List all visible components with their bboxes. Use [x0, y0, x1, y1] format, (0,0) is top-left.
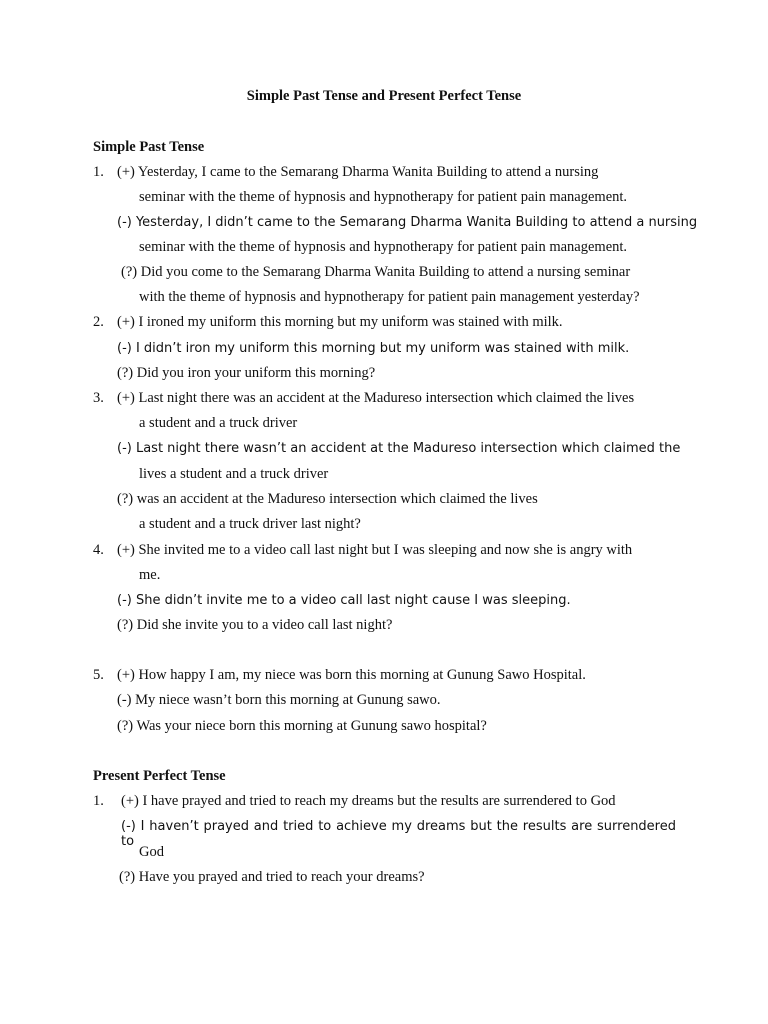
sentence-continuation: with the theme of hypnosis and hypnotherapy for patient pain management yesterday?: [139, 289, 640, 305]
sentence-question: (?) Was your niece born this morning at Gunung sawo hospital?: [117, 718, 487, 734]
sentence-negative: (-) I didn’t iron my uniform this morning but my uniform was stained with milk.: [117, 341, 630, 356]
sentence-negative: (-) Yesterday, I didn’t came to the Semarang Dharma Wanita Building to attend a nursing: [117, 215, 698, 230]
item-number: 5.: [93, 667, 104, 683]
sentence-positive: (+) She invited me to a video call last night but I was sleeping and now she is angry with: [117, 542, 633, 558]
sentence-negative: (-) My niece wasn’t born this morning at Gunung sawo.: [117, 692, 441, 708]
item-number: 3.: [93, 390, 104, 406]
sentence-question: (?) was an accident at the Madureso intersection which claimed the lives: [117, 491, 538, 507]
item-number: 1.: [93, 793, 104, 809]
sentence-question: (?) Did she invite you to a video call last night?: [117, 617, 393, 633]
sentence-negative: (-) Last night there wasn’t an accident at the Madureso intersection which claimed the: [117, 441, 681, 456]
sentence-question: (?) Did you iron your uniform this morning?: [117, 365, 376, 381]
sentence-continuation: seminar with the theme of hypnosis and hypnotherapy for patient pain management.: [139, 189, 628, 205]
item-number: 2.: [93, 314, 104, 330]
section-heading-present-perfect: Present Perfect Tense: [93, 768, 226, 784]
item-number: 1.: [93, 164, 104, 180]
sentence-positive: (+) Last night there was an accident at the Madureso intersection which claimed the lives: [117, 390, 635, 406]
sentence-negative: (-) She didn’t invite me to a video call last night cause I was sleeping.: [117, 593, 571, 608]
sentence-positive: (+) I ironed my uniform this morning but my uniform was stained with milk.: [117, 314, 563, 330]
item-number: 4.: [93, 542, 104, 558]
section-heading-simple-past: Simple Past Tense: [93, 139, 205, 155]
sentence-continuation: a student and a truck driver last night?: [139, 516, 361, 532]
sentence-positive: (+) I have prayed and tried to reach my dreams but the results are surrendered to God: [121, 793, 616, 809]
sentence-question: (?) Did you come to the Semarang Dharma Wanita Building to attend a nursing seminar: [121, 264, 631, 280]
sentence-positive: (+) How happy I am, my niece was born this morning at Gunung Sawo Hospital.: [117, 667, 586, 683]
sentence-continuation: me.: [139, 567, 161, 583]
sentence-positive: (+) Yesterday, I came to the Semarang Dharma Wanita Building to attend a nursing: [117, 164, 599, 180]
sentence-continuation: lives a student and a truck driver: [139, 466, 329, 482]
sentence-continuation: seminar with the theme of hypnosis and hypnotherapy for patient pain management.: [139, 239, 628, 255]
page-title: Simple Past Tense and Present Perfect Tense: [246, 88, 522, 104]
sentence-negative: (-) I haven’t prayed and tried to achieve my dreams but the results are surrendered to: [121, 819, 676, 849]
sentence-continuation: God: [139, 844, 164, 860]
sentence-question: (?) Have you prayed and tried to reach your dreams?: [119, 869, 425, 885]
sentence-continuation: a student and a truck driver: [139, 415, 298, 431]
